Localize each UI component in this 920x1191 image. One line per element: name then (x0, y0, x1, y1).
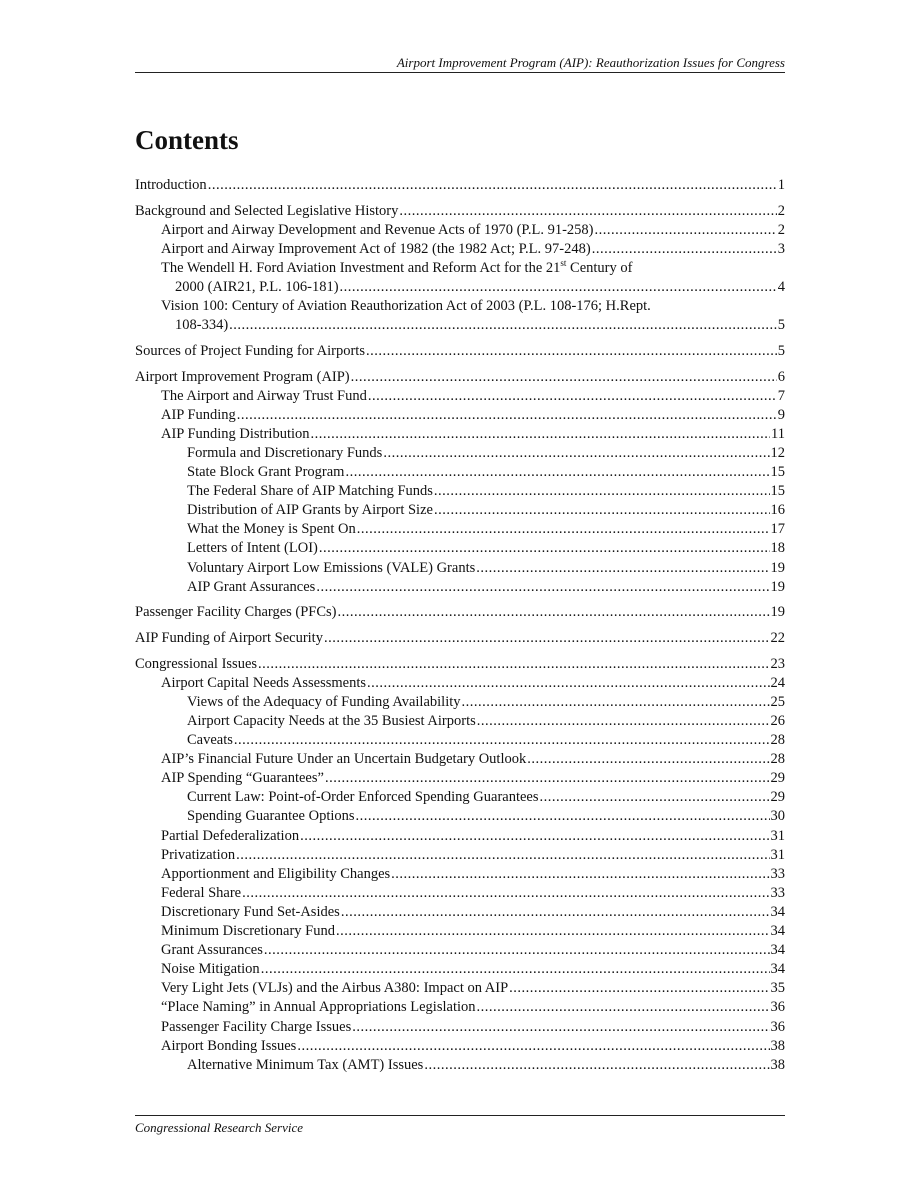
dot-leader (208, 176, 777, 195)
toc-entry-grants-by-size[interactable] (135, 501, 785, 520)
toc-page-number: 9 (777, 406, 785, 423)
toc-entry-loi[interactable] (135, 539, 785, 558)
dot-leader (357, 520, 770, 539)
dot-leader (311, 425, 771, 444)
dot-leader (434, 482, 770, 501)
toc-entry-introduction[interactable] (135, 176, 785, 195)
toc-entry-title: Minimum Discretionary Fund (161, 923, 335, 940)
dot-leader (391, 865, 769, 884)
toc-entry-title: Discretionary Fund Set-Asides (161, 903, 340, 920)
dot-leader (264, 941, 770, 960)
dot-leader (352, 1018, 769, 1037)
toc-page-number: 26 (770, 713, 785, 729)
dot-leader (477, 998, 770, 1017)
dot-leader (258, 655, 769, 674)
toc-entry-title: Airport Capital Needs Assessments (161, 674, 366, 691)
toc-entry-aip-funding[interactable] (135, 406, 785, 425)
toc-entry-title: Airport and Airway Development and Revenue Acts of 1970 (P.L. 91-258) (161, 221, 594, 238)
page-title: Contents (135, 125, 239, 155)
toc-page-number: 3 (777, 240, 785, 257)
header-divider (135, 72, 785, 73)
toc-entry-title: Formula and Discretionary Funds (187, 445, 383, 461)
toc-entry-title: Views of the Adequacy of Funding Availability (187, 693, 461, 710)
toc-page-number: 24 (770, 674, 785, 691)
toc-entry-title: Federal Share (161, 884, 242, 901)
toc-entry-aip[interactable] (135, 368, 785, 387)
dot-leader (242, 884, 769, 903)
toc-entry-bonding[interactable] (135, 1037, 785, 1056)
toc-entry-title: Airport and Airway Improvement Act of 1982 (the 1982 Act; P.L. 97-248) (161, 240, 591, 257)
toc-entry-title: Airport Capacity Needs at the 35 Busiest Airports (187, 713, 476, 729)
toc-entry-background[interactable] (135, 202, 785, 221)
dot-leader (527, 750, 769, 769)
toc-page-number: 4 (777, 279, 785, 296)
toc-page-number: 33 (770, 884, 785, 901)
toc-page-number: 2 (777, 202, 785, 219)
dot-leader (509, 979, 769, 998)
toc-entry-title-line2: 2000 (AIR21, P.L. 106-181) (175, 279, 339, 296)
dot-leader (476, 559, 769, 578)
toc-page-number: 11 (771, 425, 785, 442)
toc-page-number: 1 (777, 177, 785, 193)
toc-page-number: 15 (770, 483, 785, 500)
dot-leader (540, 788, 770, 807)
dot-leader (595, 221, 777, 240)
toc-entry-place-naming[interactable] (135, 998, 785, 1017)
toc-page-number: 15 (770, 464, 785, 481)
toc-entry-title-line1: Vision 100: Century of Aviation Reauthorization Act of 2003 (P.L. 108-176; H.Rept. (161, 298, 651, 315)
dot-leader (234, 731, 770, 750)
toc-entry-title-line2: 108-334) (175, 317, 229, 334)
dot-leader (229, 316, 777, 335)
dot-leader (319, 539, 770, 558)
toc-entry-grant-assurances[interactable] (135, 941, 785, 960)
toc-entry-title: Current Law: Point-of-Order Enforced Spending Guarantees (187, 789, 539, 806)
toc-entry-title: Airport Bonding Issues (161, 1037, 297, 1054)
toc-entry-title: Background and Selected Legislative History (135, 202, 399, 219)
toc-entry-set-asides[interactable] (135, 903, 785, 922)
toc-entry-pfcs[interactable] (135, 603, 785, 622)
toc-entry-apportionment[interactable] (135, 865, 785, 884)
toc-entry-money-spent[interactable] (135, 520, 785, 539)
toc-page-number: 34 (770, 942, 785, 959)
dot-leader (336, 922, 770, 941)
toc-entry-act-1970[interactable] (135, 221, 785, 240)
toc-entry-point-of-order[interactable] (135, 788, 785, 807)
dot-leader (368, 387, 777, 406)
toc-entry-title: Sources of Project Funding for Airports (135, 342, 365, 359)
toc-page-number: 22 (770, 630, 785, 647)
toc-entry-title: Alternative Minimum Tax (AMT) Issues (187, 1056, 424, 1073)
toc-entry-title-line1: The Wendell H. Ford Aviation Investment and Reform Act for the 21st Century of (161, 258, 633, 276)
toc-page-number: 28 (770, 732, 785, 749)
toc-page-number: 25 (770, 693, 785, 710)
toc-page-number: 28 (770, 751, 785, 768)
dot-leader (356, 807, 770, 826)
dot-leader (237, 406, 777, 425)
toc-page-number: 12 (770, 445, 785, 461)
toc-entry-adequacy[interactable] (135, 693, 785, 712)
toc-entry-guarantee-options[interactable] (135, 807, 785, 826)
dot-leader (383, 444, 769, 463)
toc-entry-vljs[interactable] (135, 979, 785, 998)
toc-page-number: 17 (770, 521, 785, 538)
table-of-contents (135, 176, 785, 1075)
toc-page-number: 30 (770, 808, 785, 825)
toc-page-number: 31 (770, 827, 785, 844)
toc-entry-title: Grant Assurances (161, 942, 263, 959)
toc-page-number: 6 (777, 368, 785, 385)
toc-entry-vale[interactable] (135, 559, 785, 578)
toc-entry-privatization[interactable] (135, 846, 785, 865)
toc-entry-partial-defederalization[interactable] (135, 827, 785, 846)
toc-entry-amt[interactable] (135, 1056, 785, 1075)
toc-entry-formula-funds[interactable] (135, 444, 785, 463)
toc-entry-act-1982[interactable] (135, 240, 785, 259)
toc-entry-sources[interactable] (135, 342, 785, 361)
toc-entry-title: Caveats (187, 732, 233, 749)
dot-leader (477, 712, 770, 731)
dot-leader (351, 368, 777, 387)
toc-entry-title: Partial Defederalization (161, 827, 300, 844)
toc-entry-title: AIP Spending “Guarantees” (161, 770, 324, 787)
toc-entry-title: What the Money is Spent On (187, 521, 356, 538)
dot-leader (341, 903, 770, 922)
toc-page-number: 34 (770, 903, 785, 920)
toc-entry-title: Airport Improvement Program (AIP) (135, 368, 350, 385)
toc-entry-security[interactable] (135, 629, 785, 648)
toc-entry-title: The Airport and Airway Trust Fund (161, 387, 367, 404)
toc-entry-financial-future[interactable] (135, 750, 785, 769)
toc-entry-title: AIP Funding Distribution (161, 425, 310, 442)
dot-leader (424, 1056, 769, 1075)
toc-entry-title: Apportionment and Eligibility Changes (161, 865, 391, 882)
toc-entry-congressional-issues[interactable] (135, 655, 785, 674)
toc-page-number: 38 (770, 1037, 785, 1054)
footer-label: Congressional Research Service (135, 1120, 303, 1135)
toc-entry-title: Noise Mitigation (161, 961, 260, 978)
toc-entry-capacity-35[interactable] (135, 712, 785, 731)
toc-entry-min-discretionary[interactable] (135, 922, 785, 941)
dot-leader (316, 578, 769, 597)
toc-entry-title: Spending Guarantee Options (187, 808, 355, 825)
toc-entry-state-block[interactable] (135, 463, 785, 482)
toc-page-number: 34 (770, 961, 785, 978)
toc-entry-federal-share[interactable] (135, 884, 785, 903)
toc-entry-title: State Block Grant Program (187, 464, 345, 481)
dot-leader (261, 960, 770, 979)
toc-page-number: 36 (770, 1018, 785, 1035)
toc-page-number: 36 (770, 999, 785, 1016)
dot-leader (325, 769, 770, 788)
toc-page-number: 7 (777, 387, 785, 404)
toc-entry-title: Very Light Jets (VLJs) and the Airbus A380: Impact on AIP (161, 980, 509, 997)
toc-entry-federal-share-matching[interactable] (135, 482, 785, 501)
toc-entry-aip-grant-assurances[interactable] (135, 578, 785, 597)
dot-leader (340, 278, 777, 297)
toc-entry-title: Letters of Intent (LOI) (187, 540, 318, 557)
toc-page-number: 5 (777, 342, 785, 359)
toc-entry-caveats[interactable] (135, 731, 785, 750)
running-header: Airport Improvement Program (AIP): Reauthorization Issues for Congress (396, 55, 785, 70)
toc-entry-title: “Place Naming” in Annual Appropriations Legislation (161, 999, 476, 1016)
toc-entry-air21[interactable] (135, 259, 785, 297)
dot-leader (300, 827, 769, 846)
toc-entry-title: Passenger Facility Charge Issues (161, 1018, 352, 1035)
toc-entry-title: AIP Funding (161, 406, 236, 423)
toc-entry-title: Introduction (135, 177, 207, 193)
toc-entry-title: Distribution of AIP Grants by Airport Size (187, 502, 433, 519)
toc-entry-title: AIP Funding of Airport Security (135, 630, 323, 647)
dot-leader (297, 1037, 769, 1056)
dot-leader (338, 603, 770, 622)
toc-entry-title: AIP’s Financial Future Under an Uncertain Budgetary Outlook (161, 751, 527, 768)
dot-leader (592, 240, 777, 259)
toc-page-number: 18 (770, 540, 785, 557)
dot-leader (366, 342, 777, 361)
toc-entry-title: Passenger Facility Charges (PFCs) (135, 604, 337, 621)
toc-page-number: 2 (777, 221, 785, 238)
toc-page-number: 29 (770, 770, 785, 787)
dot-leader (462, 693, 770, 712)
toc-page-number: 19 (770, 559, 785, 576)
dot-leader (324, 629, 770, 648)
dot-leader (367, 674, 770, 693)
toc-page-number: 34 (770, 923, 785, 940)
toc-page-number: 16 (770, 502, 785, 519)
toc-page-number: 31 (770, 846, 785, 863)
toc-entry-title: Voluntary Airport Low Emissions (VALE) Grants (187, 559, 476, 576)
dot-leader (399, 202, 776, 221)
dot-leader (345, 463, 769, 482)
footer-divider (135, 1115, 785, 1116)
dot-leader (236, 846, 769, 865)
toc-entry-vision-100[interactable] (135, 297, 785, 335)
toc-page-number: 5 (777, 317, 785, 334)
toc-page-number: 23 (770, 655, 785, 672)
toc-page-number: 38 (770, 1056, 785, 1073)
toc-entry-trust-fund[interactable] (135, 387, 785, 406)
toc-entry-title: AIP Grant Assurances (187, 578, 316, 595)
toc-entry-title: Privatization (161, 846, 236, 863)
toc-page-number: 33 (770, 865, 785, 882)
toc-entry-capital-needs[interactable] (135, 674, 785, 693)
toc-page-number: 19 (770, 604, 785, 621)
toc-entry-title: The Federal Share of AIP Matching Funds (187, 483, 433, 500)
dot-leader (434, 501, 770, 520)
toc-entry-pfc-issues[interactable] (135, 1018, 785, 1037)
toc-entry-noise[interactable] (135, 960, 785, 979)
toc-entry-aip-distribution[interactable] (135, 425, 785, 444)
toc-page-number: 29 (770, 789, 785, 806)
toc-entry-guarantees[interactable] (135, 769, 785, 788)
toc-page-number: 35 (770, 980, 785, 997)
toc-entry-title: Congressional Issues (135, 655, 258, 672)
toc-page-number: 19 (770, 578, 785, 595)
